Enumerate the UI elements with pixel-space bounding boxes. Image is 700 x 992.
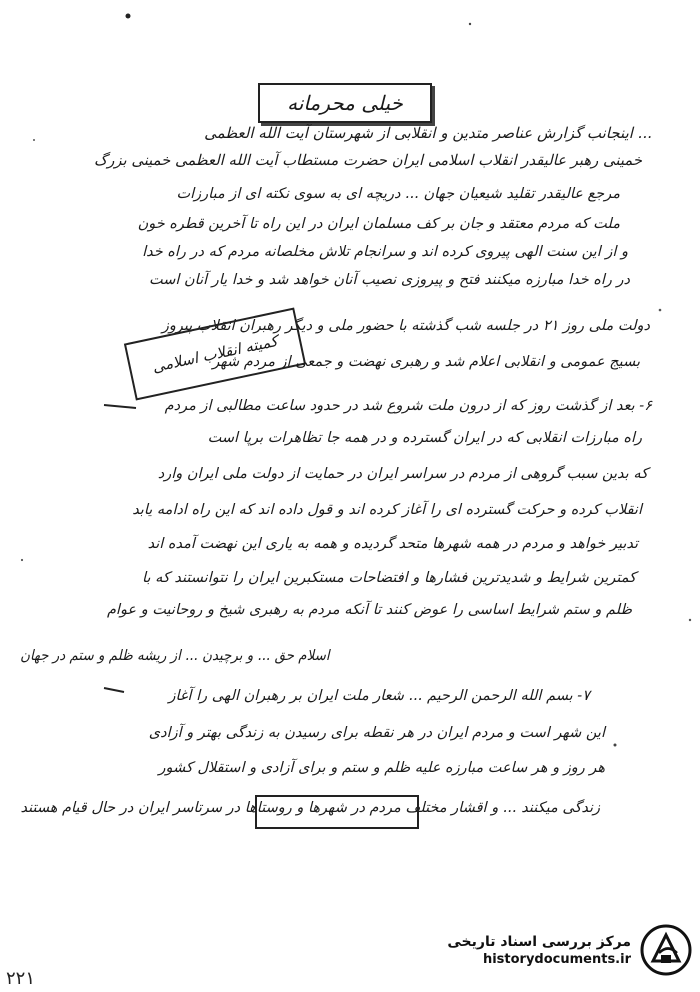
logo-url: historydocuments.ir [482,951,631,967]
document-line: دولت ملی روز ۲۱ در جلسه شب گذشته با حضور ملی و دیگر رهبران انقلاب پیروز [161,318,650,334]
document-line: ۶- بعد از گذشت روز که از درون ملت شروع شد در حدود ساعت مطالبی از مردم [164,398,652,414]
document-line: که بدین سبب گروهی از مردم در سراسر ایران در حمایت از دولت ملی ایران وارد [157,466,648,482]
document-line: انقلاب کرده و حرکت گسترده ای را آغاز کرده اند و قول داده اند که این راه ادامه یابد [132,502,642,518]
document-line: ملت که مردم معتقد و جان بر کف مسلمان ایران در این راه تا آخرین قطره خون [137,216,620,232]
document-line: ظلم و ستم شرایط اساسی را عوض کنند تا آنکه مردم به رهبری شیخ و روحانیت و عوام [106,602,632,618]
document-line: ۷- بسم الله الرحمن الرحیم ... شعار ملت ایران بر رهبران الهی را آغاز [168,688,590,704]
archive-seal-icon [639,923,693,977]
logo-title: مرکز بررسی اسناد تاریخی [447,933,631,950]
document-line: در راه خدا مبارزه میکنند فتح و پیروزی نصیب آنان خواهد شد و خدا یار آنان است [148,272,630,288]
document-line: بسیج عمومی و انقلابی اعلام شد و رهبری نهضت و جمعی از مردم شهر [212,354,640,370]
document-line: کمترین شرایط و شدیدترین فشارها و افتضاحات مستکبرین ایران را نتوانستند که با [142,570,636,586]
document-line: هر روز و هر ساعت مبارزه علیه ظلم و ستم و برای آزادی و استقلال کشور [158,760,605,776]
header-title: خیلی محرمانه [287,91,403,115]
document-line: اسلام حق ... و برچیدن ... از ریشه ظلم و ستم در جهان [20,648,330,664]
stamp-text: کمیته انقلاب اسلامی [150,331,280,377]
document-line: زندگی میکنند ... و اقشار مختلف مردم در شهرها و روستاها در سرتاسر ایران در حال قیام هستند [20,800,600,816]
document-line: ... اینجانب گزارش عناصر متدین و انقلابی از شهرستان آیت الله العظمی [204,124,652,142]
document-line: تدبیر خواهد و مردم در همه شهرها متحد گردیده و همه به یاری این نهضت آمده اند [147,536,638,552]
page-number: ۲۲۱ [6,968,36,989]
logo-text [447,934,631,967]
document-line: و از این سنت الهی پیروی کرده اند و سرانجام تلاش مخلصانه مردم که در راه خدا [142,244,628,260]
underline-box [255,795,419,829]
header-title-box [258,83,432,123]
document-line: مرجع عالیقدر تقلید شیعیان جهان ... دریچه ای به سوی نکته ای از مبارزات [176,186,620,202]
document-line: راه مبارزات انقلابی که در ایران گسترده و در همه جا تظاهرات برپا است [207,430,642,446]
document-line: خمینی رهبر عالیقدر انقلاب اسلامی ایران حضرت مستطاب آیت الله العظمی خمینی بزرگ [93,152,642,169]
archive-logo [428,920,693,980]
document-line: این شهر است و مردم ایران در هر نقطه برای رسیدن به زندگی بهتر و آزادی [148,725,605,741]
